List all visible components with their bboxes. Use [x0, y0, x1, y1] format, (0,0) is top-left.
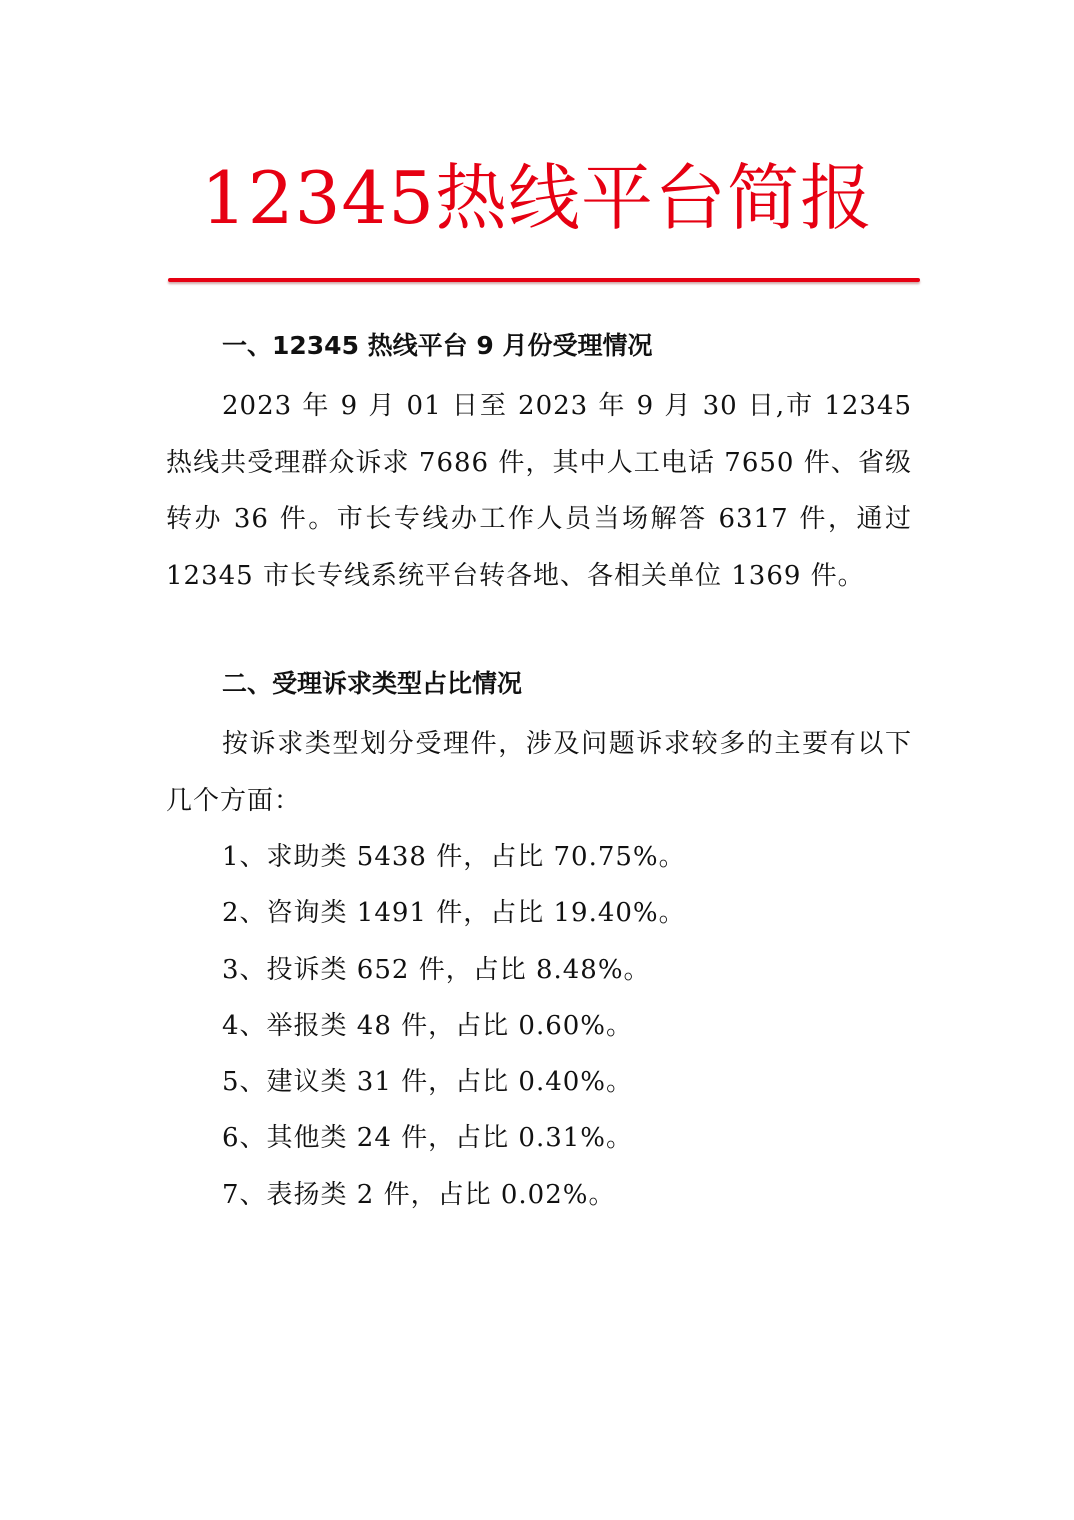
document-title: 12345热线平台简报: [200, 156, 874, 240]
section-1-paragraph: 2023 年 9 月 01 日至 2023 年 9 月 30 日,市 12345 热线共受理群众诉求 7686 件，其中人工电话 7650 件、省级转办 36 件。市长专线办工作人员当场解答 6317 件，通过 12345 市长专线系统平台转各地、各相关单位 1369 件。: [166, 391, 912, 591]
category-item-other: 6、其他类 24 件，占比 0.31%。: [222, 1123, 634, 1154]
category-item-praise: 7、表扬类 2 件，占比 0.02%。: [222, 1179, 616, 1210]
category-item-help: 1、求助类 5438 件，占比 70.75%。: [222, 842, 686, 872]
category-list: [222, 829, 686, 1223]
category-item-report: 4、举报类 48 件，占比 0.60%。: [222, 1010, 634, 1041]
category-item-complaint: 3、投诉类 652 件，占比 8.48%。: [222, 954, 651, 985]
section-2-intro: 按诉求类型划分受理件，涉及问题诉求较多的主要有以下几个方面：: [166, 729, 912, 816]
title-divider: [168, 278, 920, 282]
category-item-suggestion: 5、建议类 31 件，占比 0.40%。: [222, 1067, 634, 1098]
category-item-consult: 2、咨询类 1491 件，占比 19.40%。: [222, 898, 686, 929]
section-2-heading: 二、受理诉求类型占比情况: [222, 669, 523, 698]
section-1-heading: 一、12345 热线平台 9 月份受理情况: [222, 331, 653, 360]
